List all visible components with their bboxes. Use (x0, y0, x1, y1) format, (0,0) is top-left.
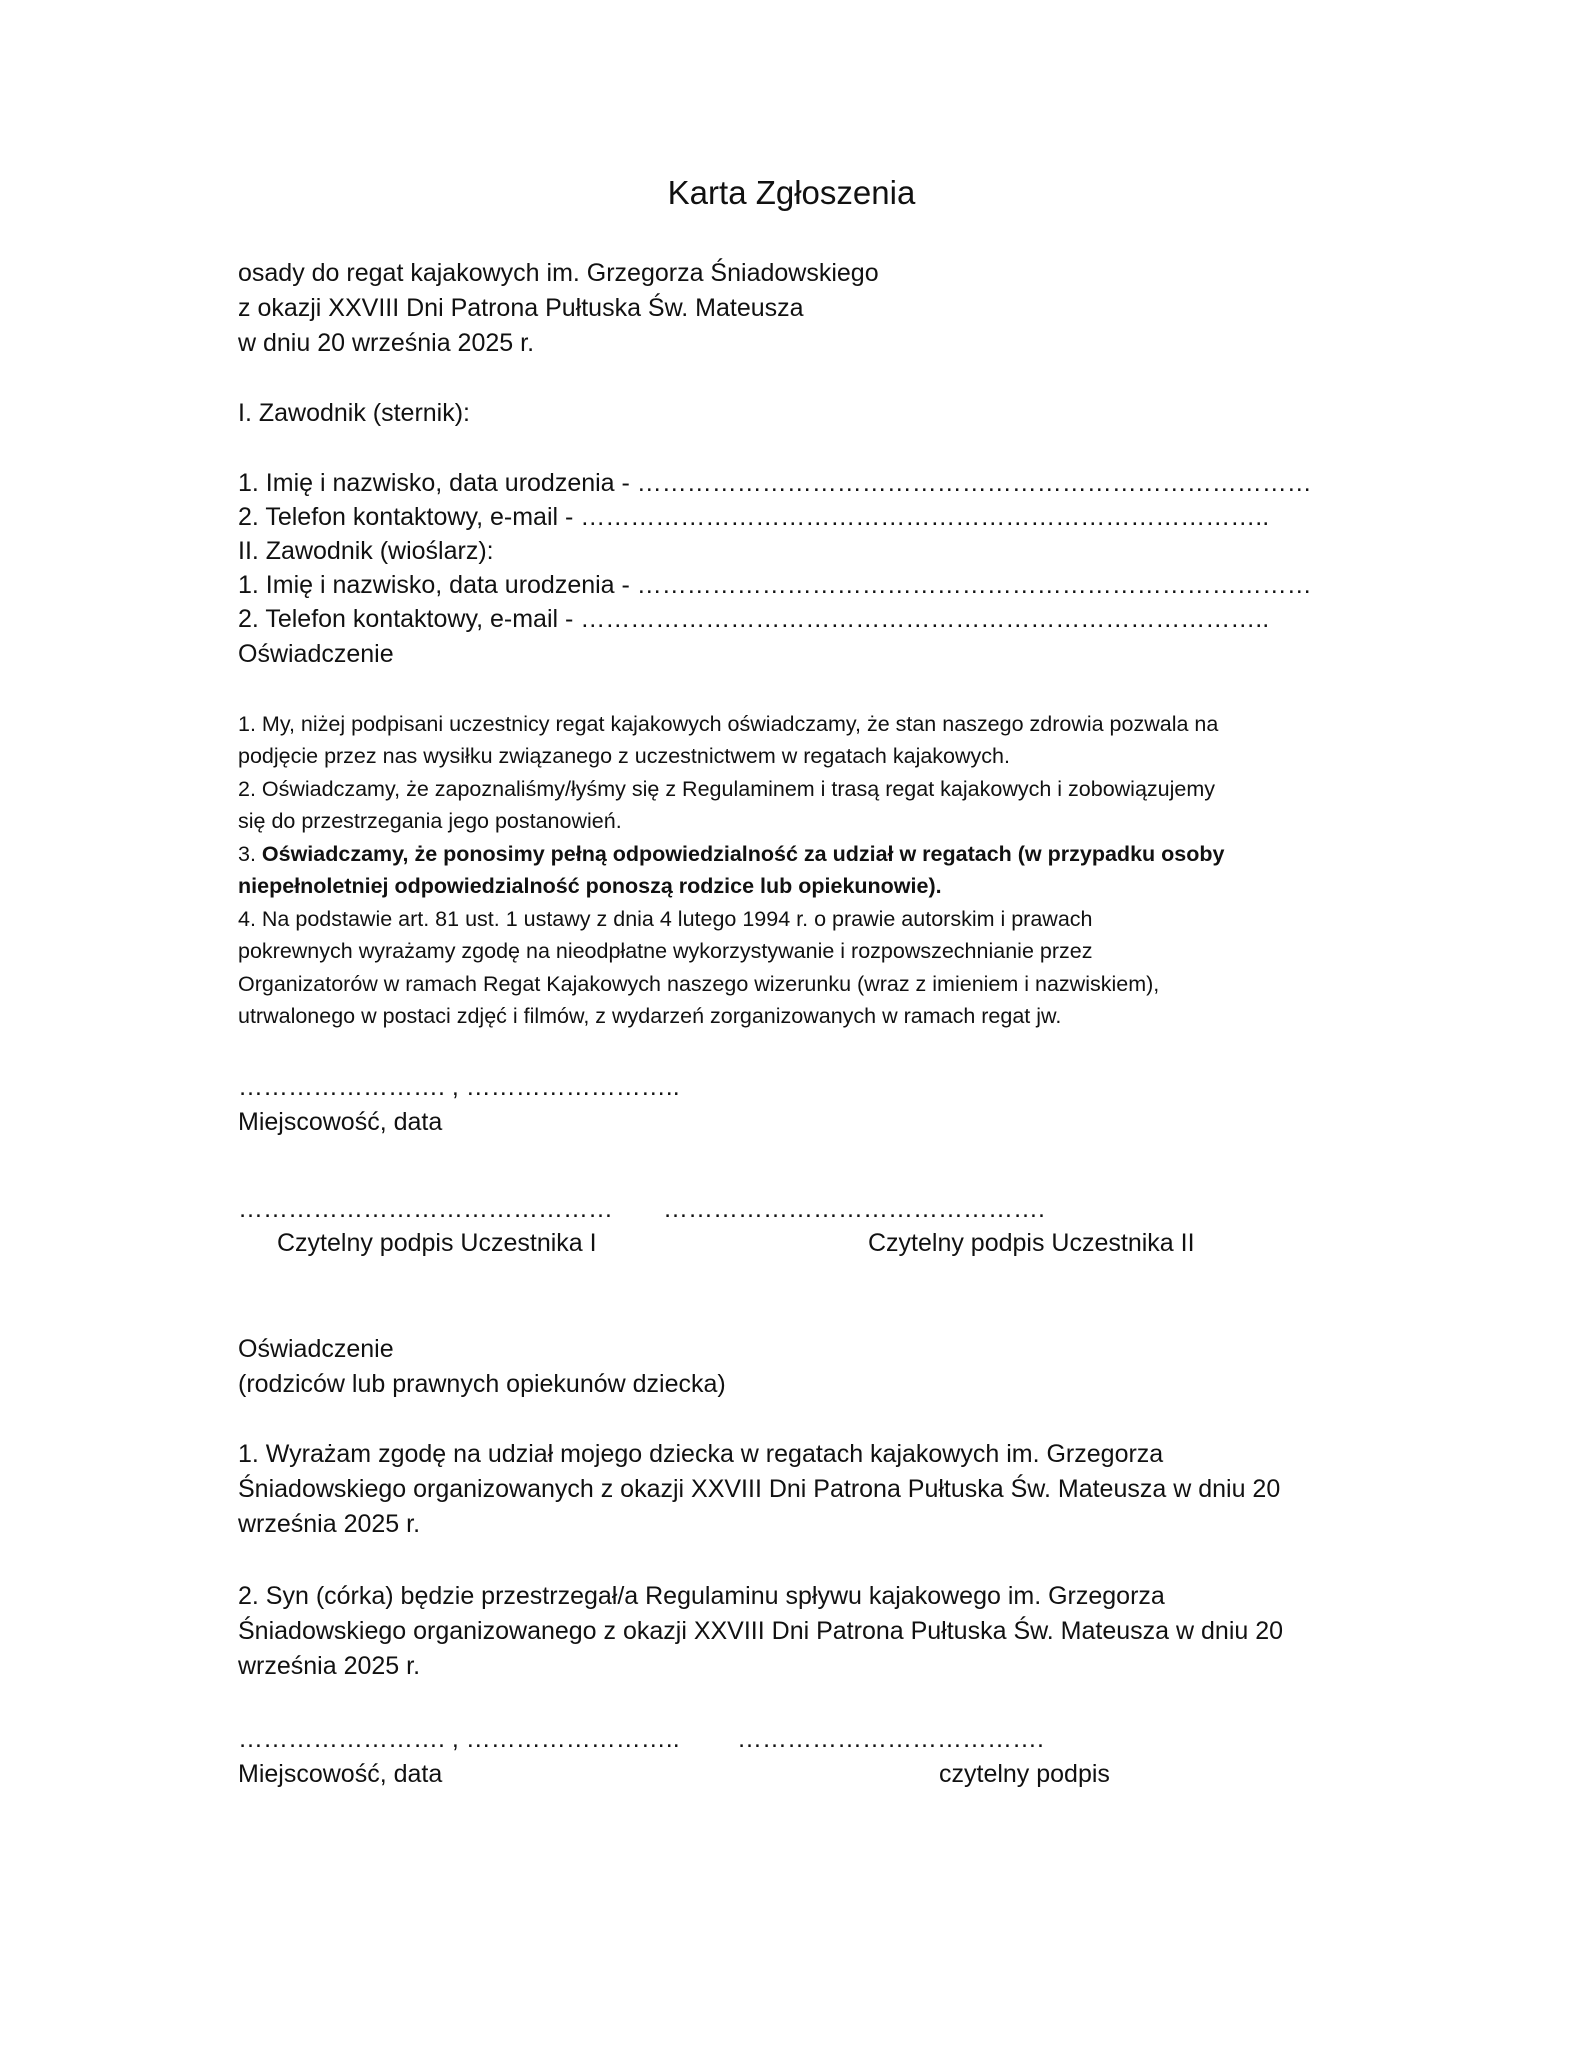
signature-dots-participant-1: ……………………………………… (238, 1195, 613, 1223)
parent-item2-line: 2. Syn (córka) będzie przestrzegał/a Regulaminu spływu kajakowego im. Grzegorza (238, 1582, 1165, 1610)
intro-line: w dniu 20 września 2025 r. (238, 329, 535, 357)
parent-item1-line: Śniadowskiego organizowanych z okazji XXVIII Dni Patrona Pułtuska Św. Mateusza w dniu 20 (238, 1475, 1281, 1503)
section1-heading: I. Zawodnik (sternik): (238, 399, 471, 427)
intro-line: z okazji XXVIII Dni Patrona Pułtuska Św. Mateusza (238, 294, 804, 322)
parent-place-date-label: Miejscowość, data (238, 1760, 443, 1788)
parent-place-date-dots: ……………………. , …………………….. (238, 1725, 680, 1753)
form-field-line: 2. Telefon kontaktowy, e-mail - ……………………………………………………………………….. (238, 503, 1270, 531)
declaration-line: Organizatorów w ramach Regat Kajakowych naszego wizerunku (wraz z imieniem i nazwiskiem), (238, 972, 1160, 996)
declaration-heading: Oświadczenie (238, 640, 394, 668)
signature-label-participant-1: Czytelny podpis Uczestnika I (277, 1229, 597, 1257)
form-field-line: 2. Telefon kontaktowy, e-mail - ……………………………………………………………………….. (238, 605, 1270, 633)
declaration-item3-bold: Oświadczamy, że ponosimy pełną odpowiedzialność za udział w regatach (w przypadku osoby (261, 842, 1225, 866)
declaration-line: się do przestrzegania jego postanowień. (238, 809, 622, 833)
declaration-item3-line1 (238, 842, 1224, 867)
declaration-line: 4. Na podstawie art. 81 ust. 1 ustawy z dnia 4 lutego 1994 r. o prawie autorskim i prawach (238, 907, 1093, 931)
document-title: Karta Zgłoszenia (667, 174, 916, 211)
place-date-dots: ……………………. , …………………….. (238, 1073, 680, 1101)
parent-signature-dots: ………………………………. (737, 1725, 1044, 1753)
declaration-line: 2. Oświadczamy, że zapoznaliśmy/łyśmy się z Regulaminem i trasą regat kajakowych i zobowiązujemy (238, 777, 1216, 801)
parent-item1-line: 1. Wyrażam zgodę na udział mojego dziecka w regatach kajakowych im. Grzegorza (238, 1440, 1164, 1468)
parent-declaration-heading: Oświadczenie (238, 1335, 394, 1363)
signature-dots-participant-2: ………………………………………. (663, 1195, 1045, 1223)
form-field-line: 1. Imię i nazwisko, data urodzenia - ……………………………………………………………………… (238, 469, 1312, 497)
intro-line: osady do regat kajakowych im. Grzegorza Śniadowskiego (238, 259, 879, 287)
declaration-item3-line2: niepełnoletniej odpowiedzialność ponoszą rodzice lub opiekunowie). (238, 874, 942, 898)
declaration-line: podjęcie przez nas wysiłku związanego z uczestnictwem w regatach kajakowych. (238, 744, 1010, 768)
form-field-line: 1. Imię i nazwisko, data urodzenia - ……………………………………………………………………… (238, 571, 1312, 599)
declaration-line: 1. My, niżej podpisani uczestnicy regat kajakowych oświadczamy, że stan naszego zdrowia pozwala na (238, 712, 1219, 736)
parent-declaration-subheading: (rodziców lub prawnych opiekunów dziecka) (238, 1370, 726, 1398)
parent-signature-label: czytelny podpis (939, 1760, 1110, 1788)
parent-item2-line: Śniadowskiego organizowanego z okazji XXVIII Dni Patrona Pułtuska Św. Mateusza w dniu 20 (238, 1617, 1284, 1645)
declaration-item3-prefix: 3. (238, 842, 262, 866)
parent-item1-line: września 2025 r. (238, 1510, 421, 1538)
declaration-line: utrwalonego w postaci zdjęć i filmów, z wydarzeń zorganizowanych w ramach regat jw. (238, 1004, 1062, 1028)
declaration-line: pokrewnych wyrażamy zgodę na nieodpłatne wykorzystywanie i rozpowszechnianie przez (238, 939, 1093, 963)
signature-label-participant-2: Czytelny podpis Uczestnika II (868, 1229, 1195, 1257)
section2-heading: II. Zawodnik (wioślarz): (238, 537, 494, 565)
parent-item2-line: września 2025 r. (238, 1652, 421, 1680)
place-date-label: Miejscowość, data (238, 1108, 443, 1136)
